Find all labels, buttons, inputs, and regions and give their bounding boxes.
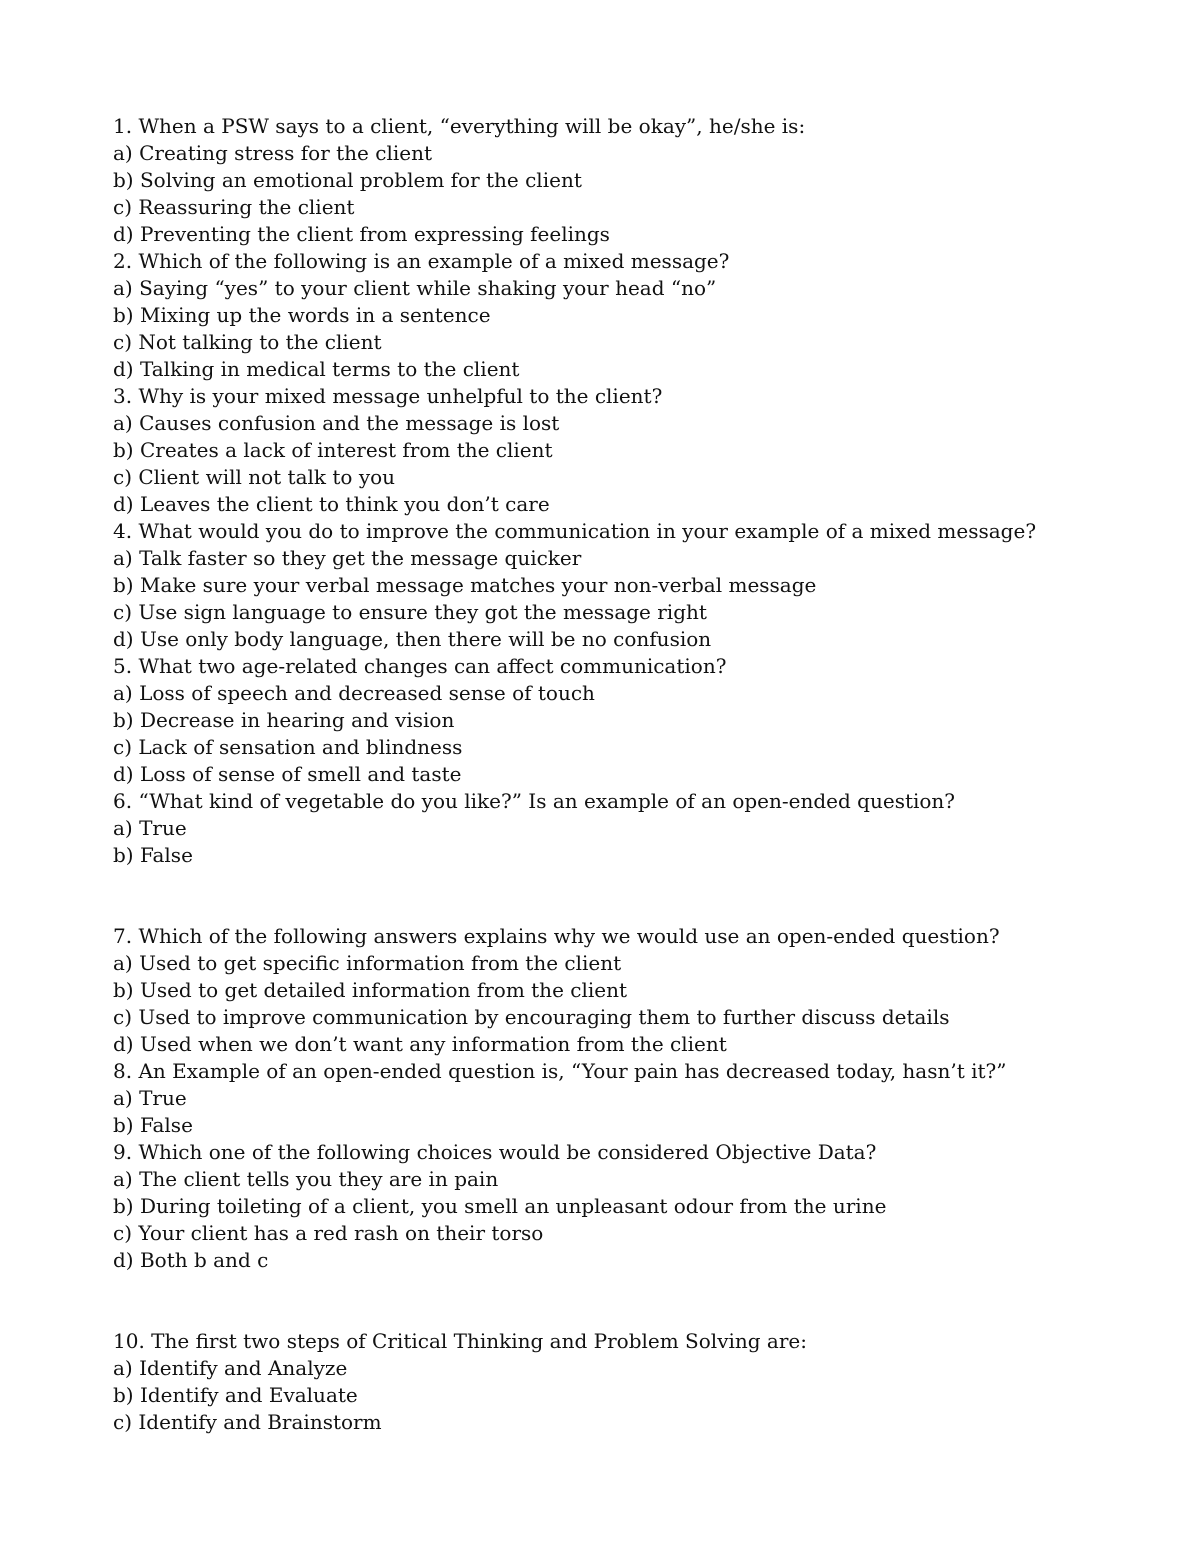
- question-1-option-b: b) Solving an emotional problem for the client: [113, 168, 582, 192]
- question-6-option-b: b) False: [113, 843, 193, 867]
- question-1-option-d: d) Preventing the client from expressing feelings: [113, 222, 610, 246]
- question-5-option-d: d) Loss of sense of smell and taste: [113, 762, 462, 786]
- question-6-option-a: a) True: [113, 816, 187, 840]
- question-1-option-c: c) Reassuring the client: [113, 195, 355, 219]
- question-4-text: 4. What would you do to improve the communication in your example of a mixed message?: [113, 519, 1037, 543]
- question-3-text: 3. Why is your mixed message unhelpful to the client?: [113, 384, 663, 408]
- question-9-text: 9. Which one of the following choices would be considered Objective Data?: [113, 1140, 877, 1164]
- question-8-option-b: b) False: [113, 1113, 193, 1137]
- question-9-option-c: c) Your client has a red rash on their torso: [113, 1221, 544, 1245]
- question-5-option-c: c) Lack of sensation and blindness: [113, 735, 463, 759]
- question-2-text: 2. Which of the following is an example of a mixed message?: [113, 249, 730, 273]
- question-7-option-b: b) Used to get detailed information from the client: [113, 978, 628, 1002]
- question-10-option-a: a) Identify and Analyze: [113, 1356, 348, 1380]
- blank-space: [113, 869, 1113, 923]
- question-10-option-b: b) Identify and Evaluate: [113, 1383, 358, 1407]
- question-9-option-a: a) The client tells you they are in pain: [113, 1167, 499, 1191]
- question-3-option-a: a) Causes confusion and the message is lost: [113, 411, 560, 435]
- question-2-option-c: c) Not talking to the client: [113, 330, 382, 354]
- question-1-option-a: a) Creating stress for the client: [113, 141, 432, 165]
- question-4-option-b: b) Make sure your verbal message matches your non-verbal message: [113, 573, 817, 597]
- question-7-option-c: c) Used to improve communication by encouraging them to further discuss details: [113, 1005, 950, 1029]
- question-7-option-a: a) Used to get specific information from the client: [113, 951, 622, 975]
- question-3-option-c: c) Client will not talk to you: [113, 465, 396, 489]
- question-9-option-d: d) Both b and c: [113, 1248, 269, 1272]
- question-5-option-a: a) Loss of speech and decreased sense of touch: [113, 681, 595, 705]
- question-5-option-b: b) Decrease in hearing and vision: [113, 708, 455, 732]
- quiz-content: [113, 113, 1113, 1436]
- question-7-option-d: d) Used when we don’t want any information from the client: [113, 1032, 727, 1056]
- question-2-option-d: d) Talking in medical terms to the client: [113, 357, 520, 381]
- question-3-option-b: b) Creates a lack of interest from the client: [113, 438, 553, 462]
- question-block-2: [113, 923, 1113, 1274]
- question-9-option-b: b) During toileting of a client, you smell an unpleasant odour from the urine: [113, 1194, 887, 1218]
- question-block-1: [113, 113, 1113, 869]
- question-3-option-d: d) Leaves the client to think you don’t care: [113, 492, 550, 516]
- question-1-text: 1. When a PSW says to a client, “everything will be okay”, he/she is:: [113, 114, 806, 138]
- blank-space: [113, 1274, 1113, 1328]
- question-10-text: 10. The first two steps of Critical Thinking and Problem Solving are:: [113, 1329, 807, 1353]
- question-block-3: [113, 1328, 1113, 1436]
- question-4-option-c: c) Use sign language to ensure they got the message right: [113, 600, 707, 624]
- question-5-text: 5. What two age-related changes can affect communication?: [113, 654, 727, 678]
- question-4-option-a: a) Talk faster so they get the message quicker: [113, 546, 582, 570]
- question-4-option-d: d) Use only body language, then there will be no confusion: [113, 627, 712, 651]
- question-10-option-c: c) Identify and Brainstorm: [113, 1410, 382, 1434]
- question-7-text: 7. Which of the following answers explains why we would use an open-ended question?: [113, 924, 1000, 948]
- question-8-text: 8. An Example of an open-ended question is, “Your pain has decreased today, hasn’t it?”: [113, 1059, 1007, 1083]
- question-2-option-b: b) Mixing up the words in a sentence: [113, 303, 491, 327]
- question-8-option-a: a) True: [113, 1086, 187, 1110]
- question-6-text: 6. “What kind of vegetable do you like?” Is an example of an open-ended question?: [113, 789, 956, 813]
- question-2-option-a: a) Saying “yes” to your client while shaking your head “no”: [113, 276, 717, 300]
